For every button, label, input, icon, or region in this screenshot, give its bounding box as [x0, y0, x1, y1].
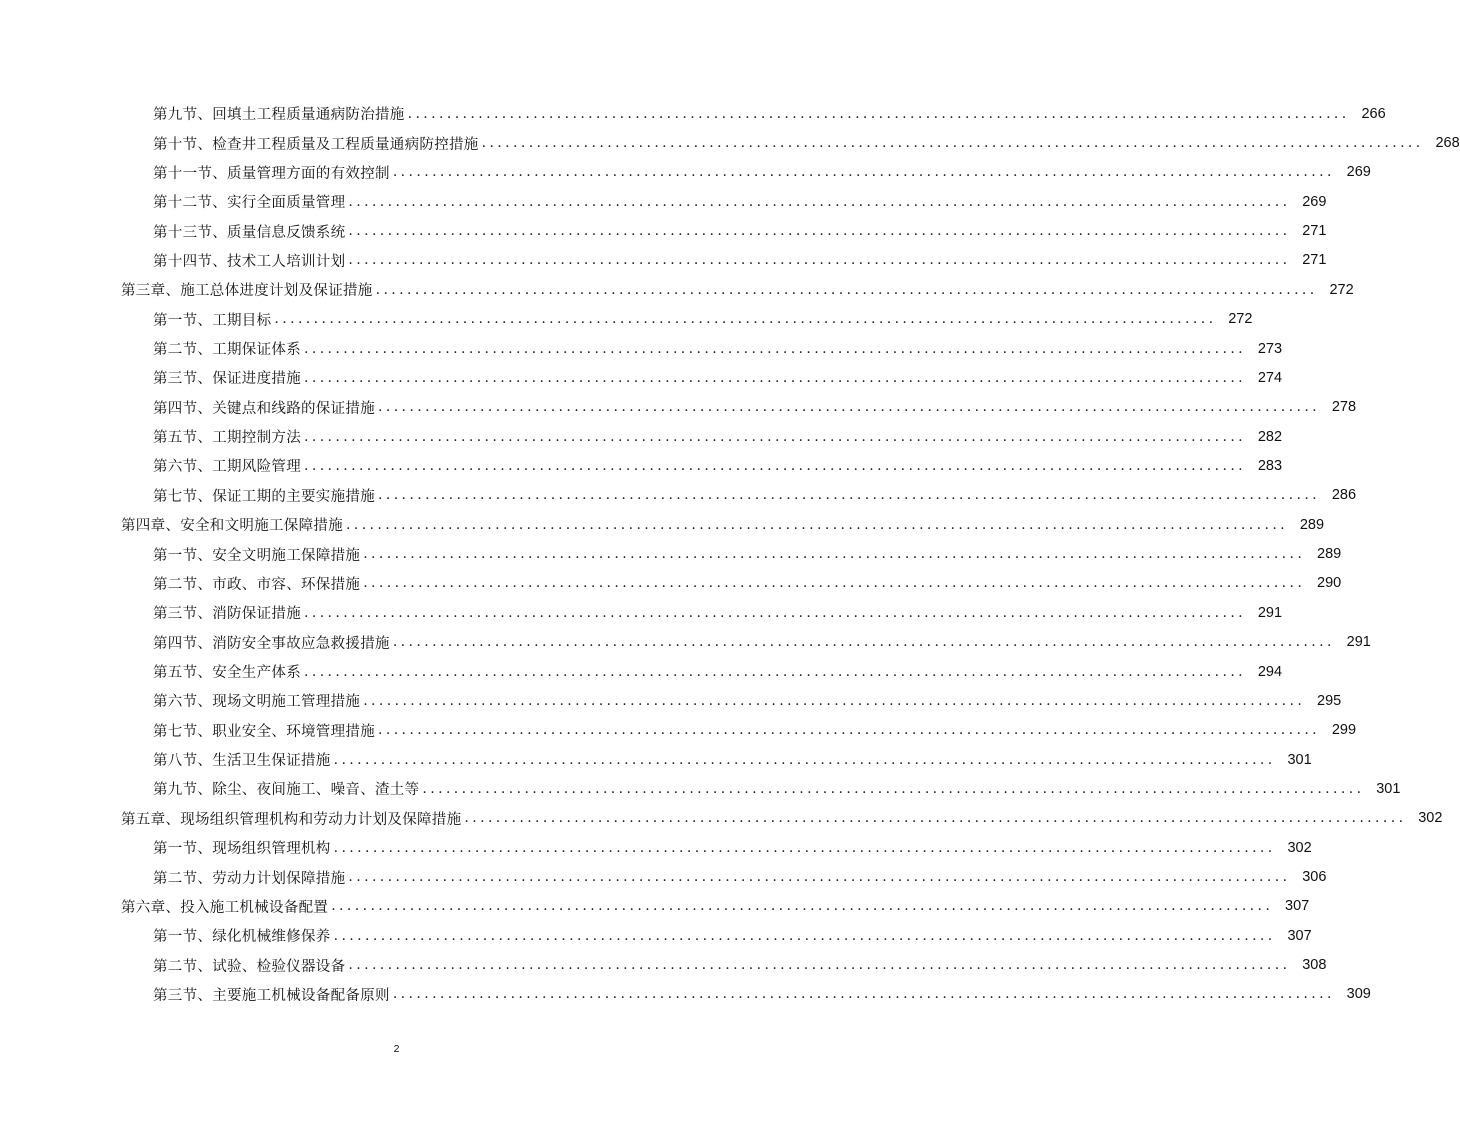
toc-leader-dots: ........................................................................................................................	[363, 546, 1306, 563]
toc-entry-title: 第七节、保证工期的主要实施措施	[153, 488, 375, 505]
toc-leader-dots: ........................................................................................................................	[348, 957, 1291, 974]
toc-entry-page: 266	[1361, 105, 1386, 122]
toc-entry-title: 第四节、关键点和线路的保证措施	[153, 400, 375, 417]
toc-entry-title: 第九节、回填土工程质量通病防治措施	[153, 107, 405, 124]
toc-leader-dots: ........................................................................................................................	[348, 193, 1291, 210]
toc-entry-page: 302	[1418, 810, 1443, 827]
toc-entry-title: 第二节、劳动力计划保障措施	[153, 870, 346, 887]
toc-entry[interactable]	[0, 921, 1312, 950]
toc-entry-title: 第四节、消防安全事故应急救援措施	[153, 635, 390, 652]
toc-entry[interactable]	[0, 598, 1283, 627]
toc-entry[interactable]	[0, 745, 1312, 774]
toc-entry-page: 294	[1257, 663, 1283, 680]
toc-entry-page: 309	[1346, 986, 1371, 1003]
toc-entry-page: 271	[1302, 223, 1327, 240]
toc-leader-dots: ........................................................................................................................	[304, 428, 1247, 445]
toc-leader-dots: ........................................................................................................................	[363, 575, 1306, 592]
toc-entry-page: 269	[1302, 193, 1327, 210]
toc-leader-dots: ........................................................................................................................	[304, 340, 1247, 357]
toc-leader-dots: ........................................................................................................................	[375, 281, 1318, 298]
toc-entry-title: 第十三节、质量信息反馈系统	[153, 224, 346, 241]
toc-entry-page: 306	[1302, 869, 1327, 886]
toc-entry-title: 第五节、安全生产体系	[153, 665, 301, 681]
toc-entry[interactable]	[0, 305, 1253, 334]
toc-leader-dots: ........................................................................................................................	[304, 604, 1247, 621]
toc-entry[interactable]	[0, 657, 1283, 686]
toc-entry-title: 第六章、投入施工机械设备配置	[121, 899, 329, 916]
toc-entry[interactable]	[0, 950, 1327, 979]
toc-entry-title: 第十节、检查井工程质量及工程质量通病防控措施	[153, 136, 479, 153]
toc-leader-dots: ........................................................................................................................	[348, 252, 1291, 269]
toc-entry[interactable]	[0, 686, 1342, 715]
toc-entry-title: 第五章、现场组织管理机构和劳动力计划及保障措施	[121, 811, 462, 828]
toc-entry[interactable]	[0, 451, 1283, 480]
toc-leader-dots: ........................................................................................................................	[422, 780, 1365, 797]
toc-entry[interactable]	[0, 892, 1310, 921]
toc-entry-title: 第一节、绿化机械维修保养	[153, 929, 331, 946]
toc-leader-dots: ........................................................................................................................	[392, 634, 1335, 651]
toc-entry-title: 第三节、主要施工机械设备配备原则	[153, 987, 390, 1004]
toc-entry[interactable]	[0, 128, 1460, 157]
toc-entry[interactable]	[0, 187, 1327, 216]
toc-leader-dots: ........................................................................................................................	[363, 692, 1306, 709]
toc-entry-page: 286	[1331, 487, 1357, 504]
toc-entry[interactable]	[0, 334, 1283, 363]
toc-entry-title: 第二节、试验、检验仪器设备	[153, 958, 346, 975]
toc-leader-dots: ........................................................................................................................	[378, 487, 1321, 504]
toc-entry-title: 第一节、安全文明施工保障措施	[153, 547, 361, 564]
toc-entry-page: 289	[1317, 546, 1342, 563]
toc-entry-title: 第七节、职业安全、环境管理措施	[153, 723, 375, 740]
toc-entry[interactable]	[0, 627, 1371, 656]
page-number: 2	[393, 1043, 400, 1055]
table-of-contents	[0, 99, 1460, 1009]
toc-leader-dots: ........................................................................................................................	[392, 986, 1335, 1003]
toc-leader-dots: ........................................................................................................................	[333, 927, 1276, 944]
toc-entry-title: 第二节、市政、市容、环保措施	[153, 576, 361, 593]
toc-entry[interactable]	[0, 99, 1386, 128]
toc-entry[interactable]	[0, 980, 1371, 1009]
toc-entry[interactable]	[0, 774, 1401, 803]
toc-entry[interactable]	[0, 569, 1342, 598]
toc-leader-dots: ........................................................................................................................	[304, 369, 1247, 386]
toc-entry-title: 第一节、现场组织管理机构	[153, 841, 331, 858]
toc-leader-dots: ........................................................................................................................	[304, 457, 1247, 474]
toc-entry[interactable]	[0, 216, 1327, 245]
toc-entry[interactable]	[0, 862, 1327, 891]
toc-entry-page: 278	[1331, 399, 1357, 416]
toc-entry[interactable]	[0, 422, 1283, 451]
toc-entry-page: 271	[1302, 252, 1327, 269]
toc-leader-dots: ........................................................................................................................	[333, 839, 1276, 856]
toc-entry-page: 291	[1257, 604, 1283, 621]
toc-entry-page: 302	[1287, 839, 1312, 856]
toc-entry-page: 290	[1317, 575, 1342, 592]
toc-leader-dots: ........................................................................................................................	[481, 135, 1424, 152]
toc-entry-title: 第六节、工期风险管理	[153, 459, 301, 476]
toc-entry-page: 289	[1299, 516, 1325, 533]
toc-entry-title: 第十一节、质量管理方面的有效控制	[153, 165, 390, 182]
toc-entry-title: 第三节、消防保证措施	[153, 606, 301, 623]
toc-entry[interactable]	[0, 804, 1443, 833]
toc-entry[interactable]	[0, 833, 1312, 862]
toc-entry-page: 291	[1346, 634, 1371, 651]
toc-leader-dots: ........................................................................................................................	[274, 311, 1217, 328]
toc-entry-title: 第九节、除尘、夜间施工、噪音、渣土等	[153, 782, 420, 799]
toc-entry[interactable]	[0, 158, 1371, 187]
toc-leader-dots: ........................................................................................................................	[304, 663, 1247, 680]
toc-leader-dots: ........................................................................................................................	[378, 722, 1321, 739]
toc-entry[interactable]	[0, 393, 1357, 422]
toc-entry-title: 第二节、工期保证体系	[153, 342, 301, 359]
toc-leader-dots: ........................................................................................................................	[346, 516, 1289, 533]
toc-entry-page: 295	[1317, 692, 1342, 709]
toc-entry-title: 第十四节、技术工人培训计划	[153, 253, 346, 270]
toc-entry[interactable]	[0, 716, 1357, 745]
toc-entry[interactable]	[0, 481, 1357, 510]
toc-entry-page: 273	[1257, 340, 1283, 357]
toc-leader-dots: ........................................................................................................................	[331, 898, 1274, 915]
toc-entry[interactable]	[0, 246, 1327, 275]
toc-entry-title: 第十二节、实行全面质量管理	[153, 195, 346, 212]
toc-entry-title: 第八节、生活卫生保证措施	[153, 753, 331, 770]
toc-entry-page: 307	[1285, 898, 1310, 915]
toc-leader-dots: ........................................................................................................................	[348, 223, 1291, 240]
toc-entry-page: 299	[1331, 722, 1357, 739]
toc-entry[interactable]	[0, 363, 1283, 392]
toc-entry-page: 269	[1346, 164, 1371, 181]
toc-leader-dots: ........................................................................................................................	[407, 105, 1350, 122]
toc-entry-title: 第四章、安全和文明施工保障措施	[121, 518, 343, 535]
toc-entry[interactable]	[0, 275, 1354, 304]
toc-entry-page: 282	[1257, 428, 1283, 445]
toc-entry-title: 第五节、工期控制方法	[153, 430, 301, 447]
toc-entry-title: 第一节、工期目标	[153, 312, 272, 329]
toc-entry[interactable]	[0, 510, 1325, 539]
toc-entry-page: 274	[1257, 369, 1283, 386]
toc-leader-dots: ........................................................................................................................	[378, 399, 1321, 416]
toc-entry-page: 301	[1287, 751, 1312, 768]
toc-leader-dots: ........................................................................................................................	[392, 164, 1335, 181]
toc-entry-page: 308	[1302, 957, 1327, 974]
toc-entry-page: 272	[1329, 281, 1354, 298]
toc-leader-dots: ........................................................................................................................	[464, 810, 1407, 827]
toc-leader-dots: ........................................................................................................................	[333, 751, 1276, 768]
toc-entry-title: 第六节、现场文明施工管理措施	[153, 694, 361, 711]
toc-leader-dots: ........................................................................................................................	[348, 869, 1291, 886]
toc-entry-page: 283	[1257, 457, 1283, 474]
toc-entry-page: 307	[1287, 927, 1312, 944]
toc-entry-page: 301	[1376, 780, 1401, 797]
toc-entry-page: 268	[1435, 135, 1460, 152]
toc-entry[interactable]	[0, 539, 1342, 568]
toc-entry-title: 第三章、施工总体进度计划及保证措施	[121, 283, 373, 300]
toc-entry-page: 272	[1228, 311, 1253, 328]
toc-entry-title: 第三节、保证进度措施	[153, 371, 301, 388]
